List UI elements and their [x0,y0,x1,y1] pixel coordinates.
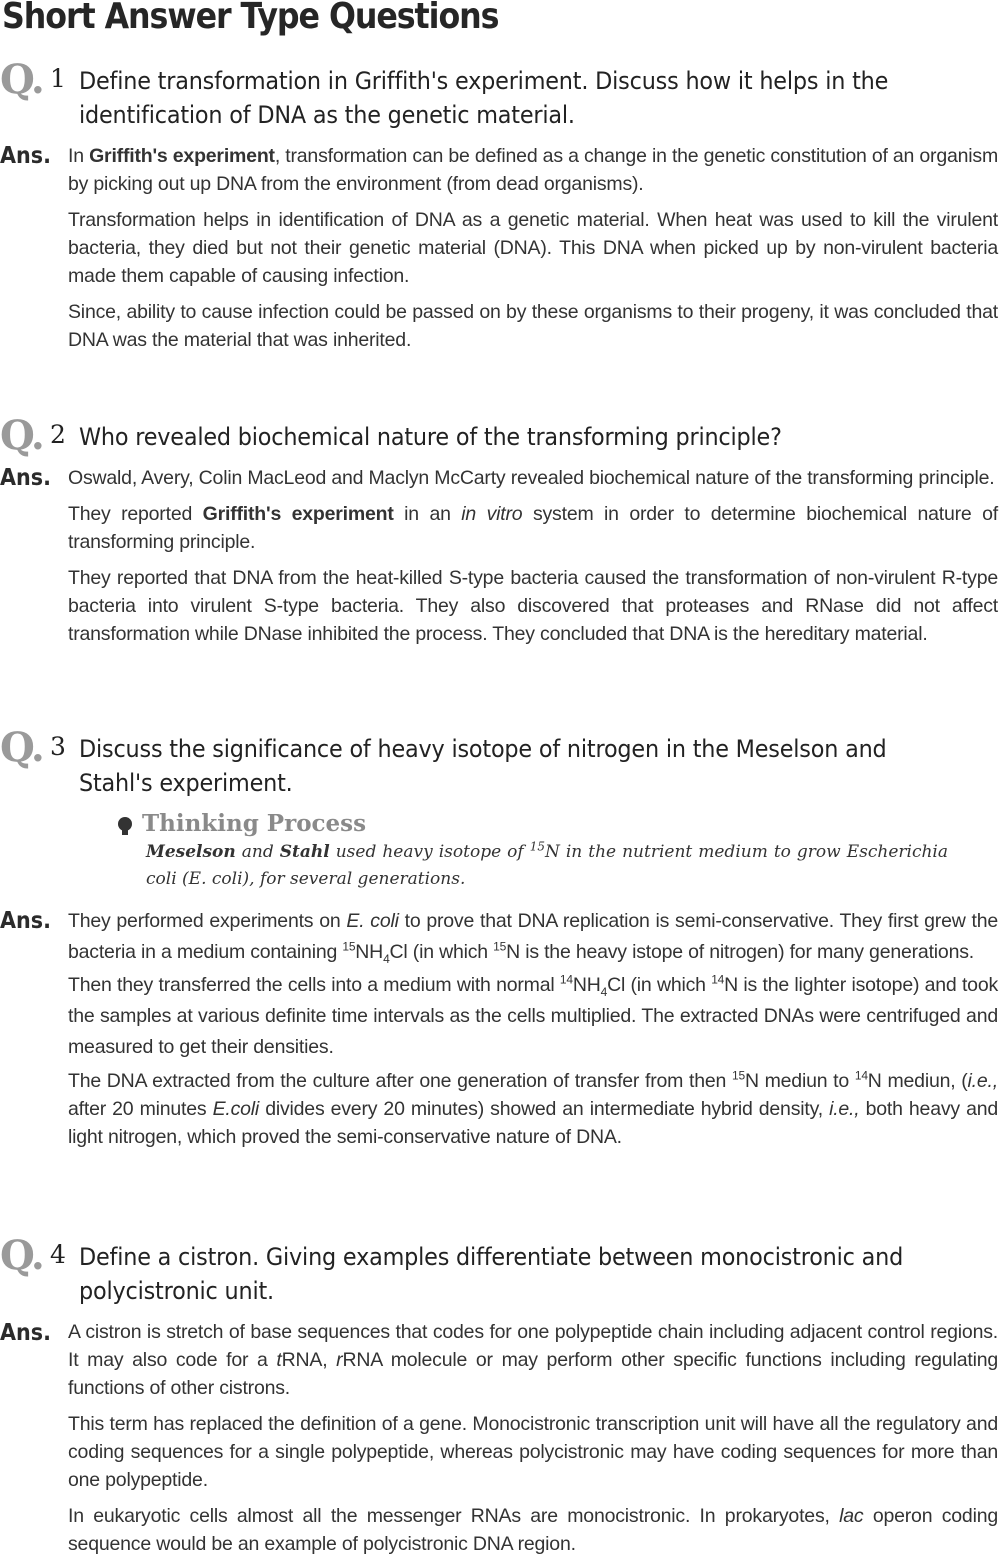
question-4 [0,1232,999,1310]
question-number: 1 [50,64,66,93]
answer-2 [68,464,998,656]
question-header [0,56,999,134]
answer-3 [68,906,998,1159]
answer-paragraph: Transformation helps in identification of DNA as a genetic material. When heat was used to kill the virulent bacteria, they died but not their genetic material (DNA). This DNA when picked up by non-virulent bacteria made them capable of causing infection. [68,209,998,287]
answer-paragraph: This term has replaced the definition of a gene. Monocistronic transcription unit will have all the regulatory and coding sequences for a single polypeptide, whereas polycistronic may have coding sequences for more than one polypeptide. [68,1413,998,1491]
thinking-process [118,810,948,893]
answer-paragraph: They reported Griffith's experiment in an in vitro system in order to determine biochemical nature of transforming principle. [68,503,998,553]
answer-paragraph: In eukaryotic cells almost all the messenger RNAs are monocistronic. In prokaryotes, lac operon coding sequence would be an example of polycistronic DNA region. [68,1505,998,1555]
thinking-process-text: Meselson and Stahl used heavy isotope of $^{15}$N in the nutrient medium to grow Escherichia coli (E. coli), for several generations. [146,839,948,889]
thinking-process-title: Thinking Process [118,810,948,837]
answer-1 [68,142,998,362]
question-text: Discuss the significance of heavy isotope of nitrogen in the Meselson and Stahl's experiment. [79,735,887,797]
question-mark: Q. [0,724,43,771]
question-header [0,1232,999,1310]
question-1 [0,56,999,134]
answer-paragraph: Since, ability to cause infection could be passed on by these organisms to their progeny, it was concluded that DNA was the material that was inherited. [68,301,998,351]
answer-label: Ans. [0,143,51,169]
answer-label: Ans. [0,465,51,491]
answer-paragraph: Then they transferred the cells into a medium with normal $^{14}NH_4Cl$ (in which $^{14}$N is the lighter isotope) and took the samples at various definite time intervals as the cells multiplied. The extracted DNAs were centrifuged and measured to get their densities. [68,972,999,1058]
question-text: Define transformation in Griffith's experiment. Discuss how it helps in the identification of DNA as the genetic material. [79,67,889,129]
answer-paragraph: They reported that DNA from the heat-killed S-type bacteria caused the transformation of non-virulent R-type bacteria into virulent S-type bacteria. They also discovered that proteases and RNase did not affect transformation while DNase inhibited the process. They concluded that DNA is the hereditary material. [68,567,998,645]
answer-paragraph: They performed experiments on E. coli to prove that DNA replication is semi-conservative. They first grew the bacteria in a medium containing $^{15}NH_4Cl$ (in which $^{15}$N is the heavy istope of nitrogen) for many generations. [68,910,998,966]
answer-label: Ans. [0,908,51,934]
question-text: Define a cistron. Giving examples differentiate between monocistronic and polycistronic unit. [79,1243,904,1305]
question-number: 3 [50,732,66,761]
question-number: 4 [50,1240,66,1269]
answer-label: Ans. [0,1320,51,1346]
answer-4 [68,1318,998,1566]
question-mark: Q. [0,1232,43,1279]
question-number: 2 [50,420,66,449]
answer-paragraph: Oswald, Avery, Colin MacLeod and Maclyn McCarty revealed biochemical nature of the transforming principle. [68,467,995,489]
answer-paragraph: In Griffith's experiment, transformation can be defined as a change in the genetic constitution of an organism by picking out up DNA from the environment (from dead organisms). [68,145,999,195]
lightbulb-icon [118,817,132,831]
question-text: Who revealed biochemical nature of the transforming principle? [79,423,782,451]
question-header [0,724,999,802]
answer-paragraph: The DNA extracted from the culture after one generation of transfer from then $^{15}$N mediun to $^{14}$N mediun, (i.e., after 20 minutes E.coli divides every 20 minutes) showed an intermediate hybrid density, i.e., both heavy and light nitrogen, which proved the semi-conservative nature of DNA. [68,1068,999,1148]
question-mark: Q. [0,412,43,459]
answer-paragraph: A cistron is stretch of base sequences that codes for one polypeptide chain including adjacent control regions. It may also code for a tRNA, rRNA molecule or may perform other specific functions including regulating functions of other cistrons. [68,1321,998,1399]
question-3 [0,724,999,802]
section-title: Short Answer Type Questions [2,0,499,37]
question-mark: Q. [0,56,43,103]
